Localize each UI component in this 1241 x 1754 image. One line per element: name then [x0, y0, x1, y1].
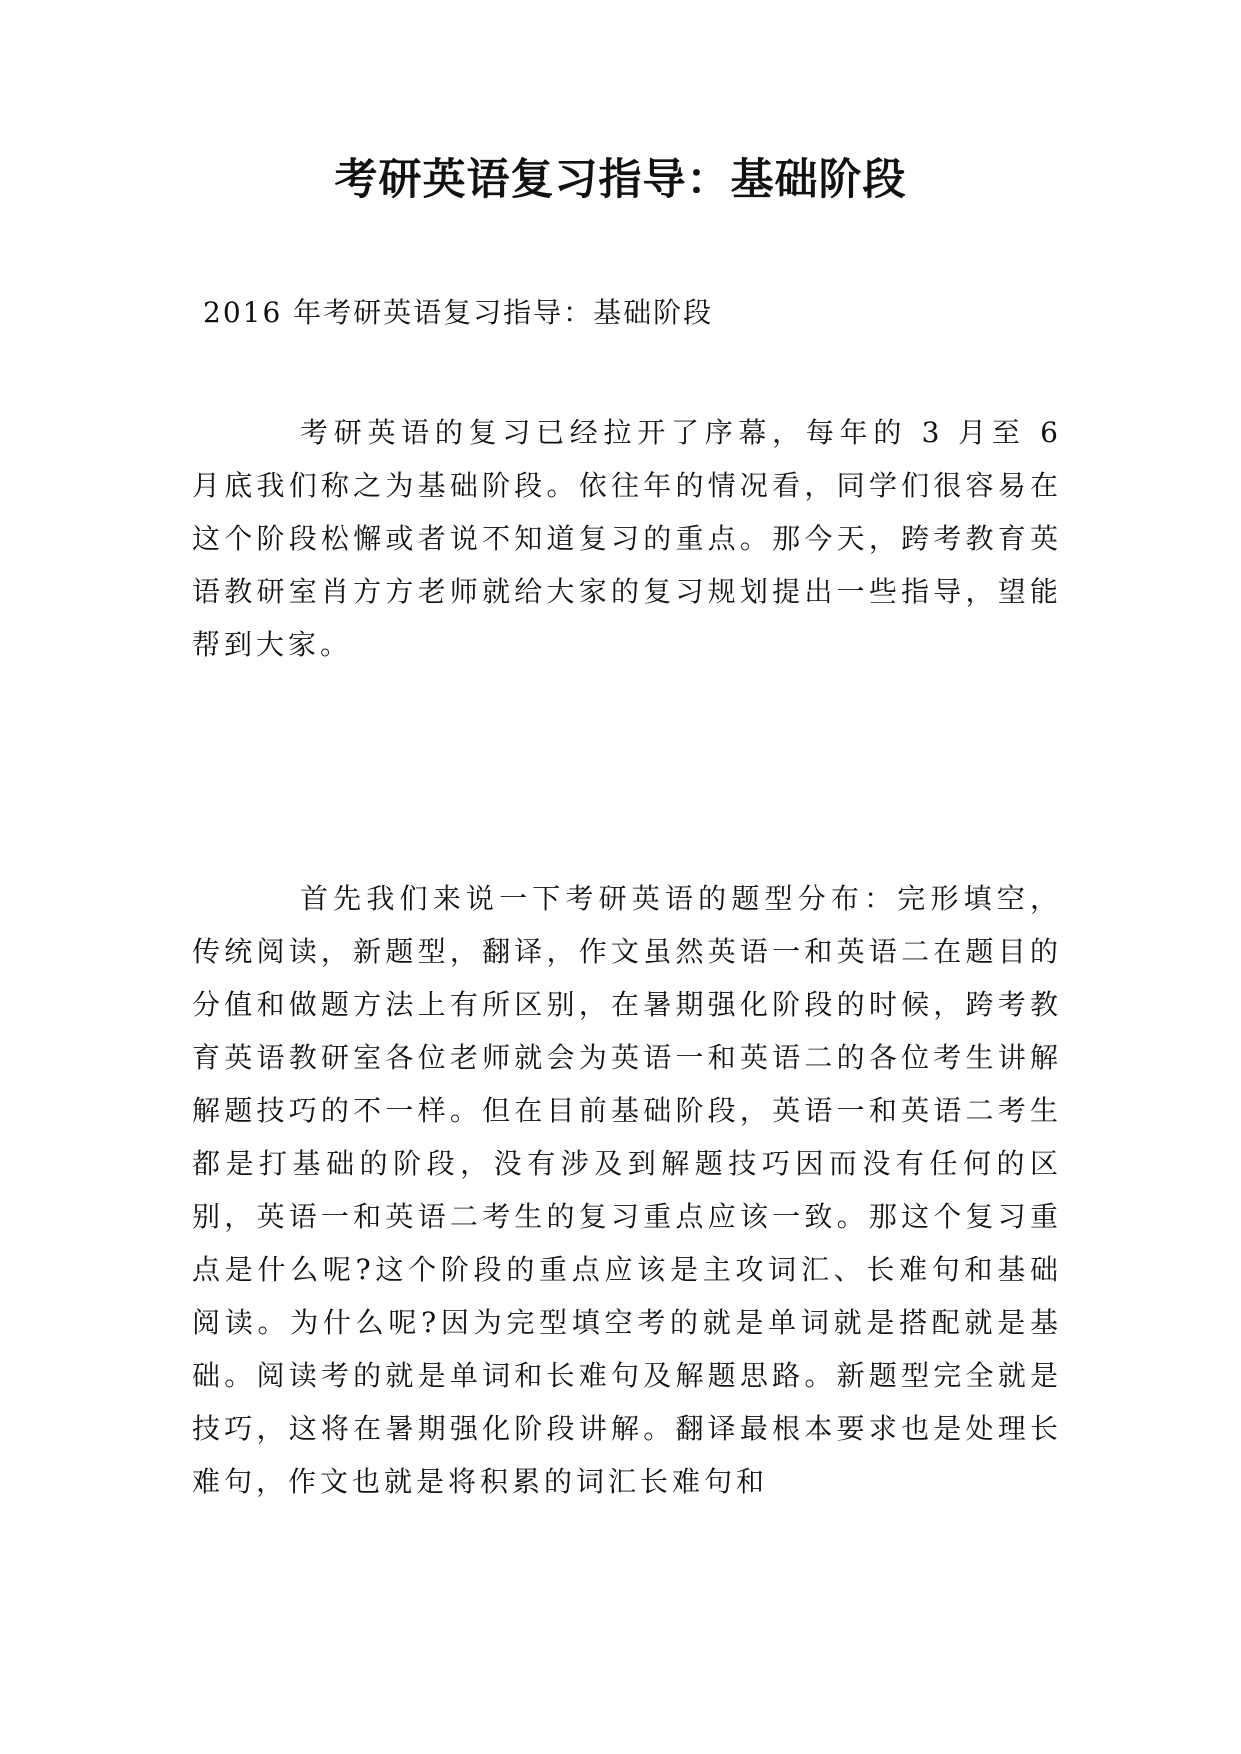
document-subtitle: 2016 年考研英语复习指导：基础阶段	[203, 296, 714, 329]
body-paragraph-intro: 考研英语的复习已经拉开了序幕，每年的 3 月至 6 月底我们称之为基础阶段。依往年的情况看，同学们很容易在这个阶段松懈或者说不知道复习的重点。那今天，跨考教育英语教研室肖方方老师就给大家的复习规划提出一些指导，望能帮到大家。	[192, 416, 1062, 661]
body-paragraph-question-types: 首先我们来说一下考研英语的题型分布：完形填空，传统阅读，新题型，翻译，作文虽然英语一和英语二在题目的分值和做题方法上有所区别，在暑期强化阶段的时候，跨考教育英语教研室各位老师就会为英语一和英语二的各位考生讲解解题技巧的不一样。但在目前基础阶段，英语一和英语二考生都是打基础的阶段，没有涉及到解题技巧因而没有任何的区别，英语一和英语二考生的复习重点应该一致。那这个复习重点是什么呢?这个阶段的重点应该是主攻词汇、长难句和基础阅读。为什么呢?因为完型填空考的就是单词就是搭配就是基础。阅读考的就是单词和长难句及解题思路。新题型完全就是技巧，这将在暑期强化阶段讲解。翻译最根本要求也是处理长难句，作文也就是将积累的词汇长难句和	[192, 882, 1062, 1498]
document-title: 考研英语复习指导：基础阶段	[334, 155, 907, 205]
